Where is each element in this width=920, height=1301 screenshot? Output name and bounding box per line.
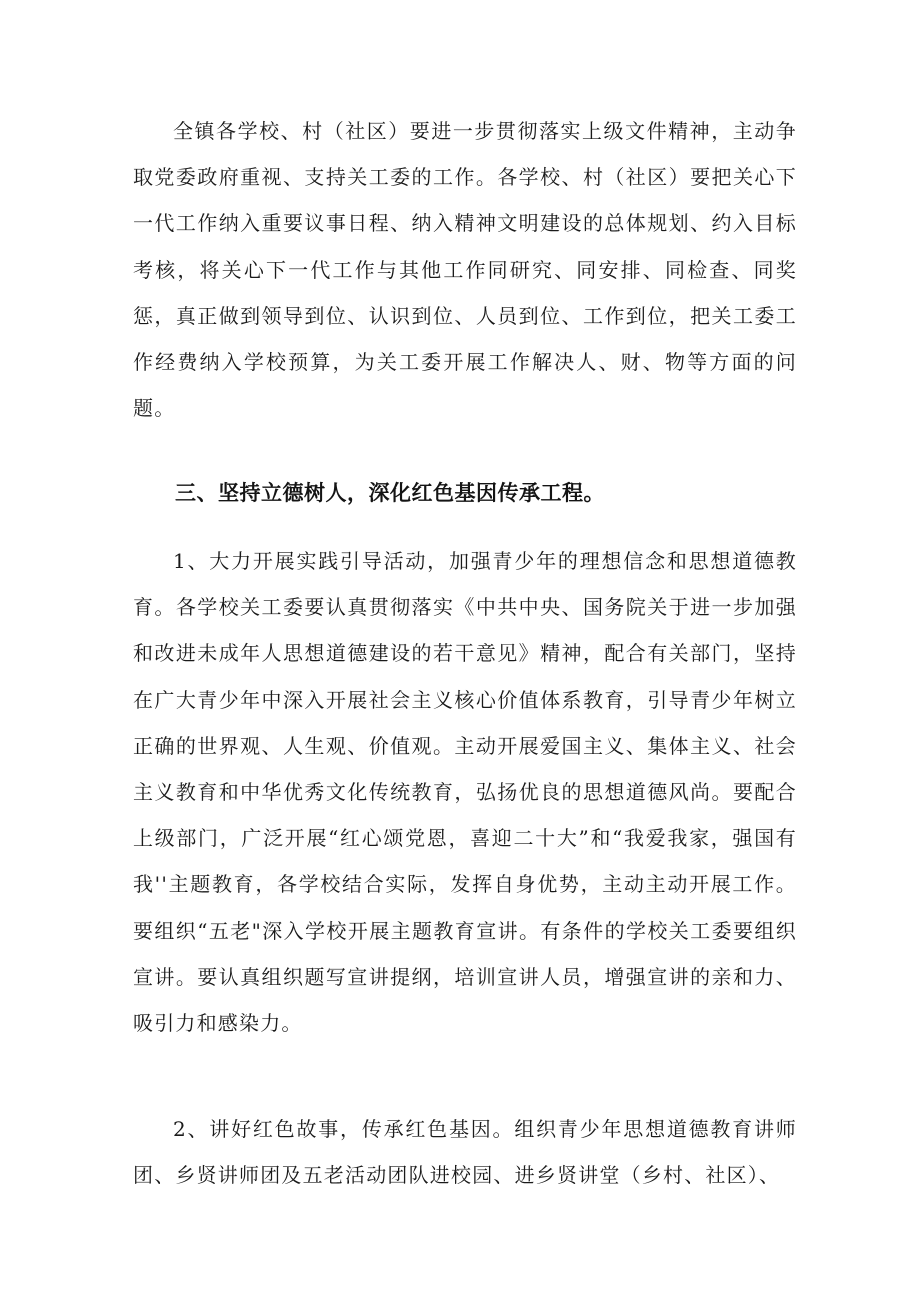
section-heading-3: 三、坚持立德树人，深化红色基因传承工程。 [175,481,605,505]
paragraph-3: 2、讲好红色故事，传承红色基因。组织青少年思想道德教育讲师团、乡贤讲师团及五老活动团队进校园、进乡贤讲堂（乡村、社区）、 [133,1117,797,1188]
paragraph-2: 1、大力开展实践引导活动，加强青少年的理想信念和思想道德教育。各学校关工委要认真贯彻落实《中共中央、国务院关于进一步加强和改进未成年人思想道德建设的若干意见》精神，配合有关部门，坚持在广大青少年中深入开展社会主义核心价值体系教育，引导青少年树立正确的世界观、人生观、价值观。主动开展爱国主义、集体主义、社会主义教育和中华优秀文化传统教育，弘扬优良的思想道德风尚。要配合上级部门，广泛开展“红心颂党恩，喜迎二十大”和“我爱我家，强国有我''主题教育，各学校结合实际，发挥自身优势，主动主动开展工作。要组织“五老"深入学校开展主题教育宣讲。有条件的学校关工委要组织宣讲。要认真组织题写宣讲提纲，培训宣讲人员，增强宣讲的亲和力、吸引力和感染力。 [133,549,797,1036]
paragraph-1: 全镇各学校、村（社区）要进一步贯彻落实上级文件精神，主动争取党委政府重视、支持关工委的工作。各学校、村（社区）要把关心下一代工作纳入重要议事日程、纳入精神文明建设的总体规划、约入目标考核，将关心下一代工作与其他工作同研究、同安排、同检查、同奖惩，真正做到领导到位、认识到位、人员到位、工作到位，把关工委工作经费纳入学校预算，为关工委开展工作解决人、财、物等方面的问题。 [133,119,797,421]
